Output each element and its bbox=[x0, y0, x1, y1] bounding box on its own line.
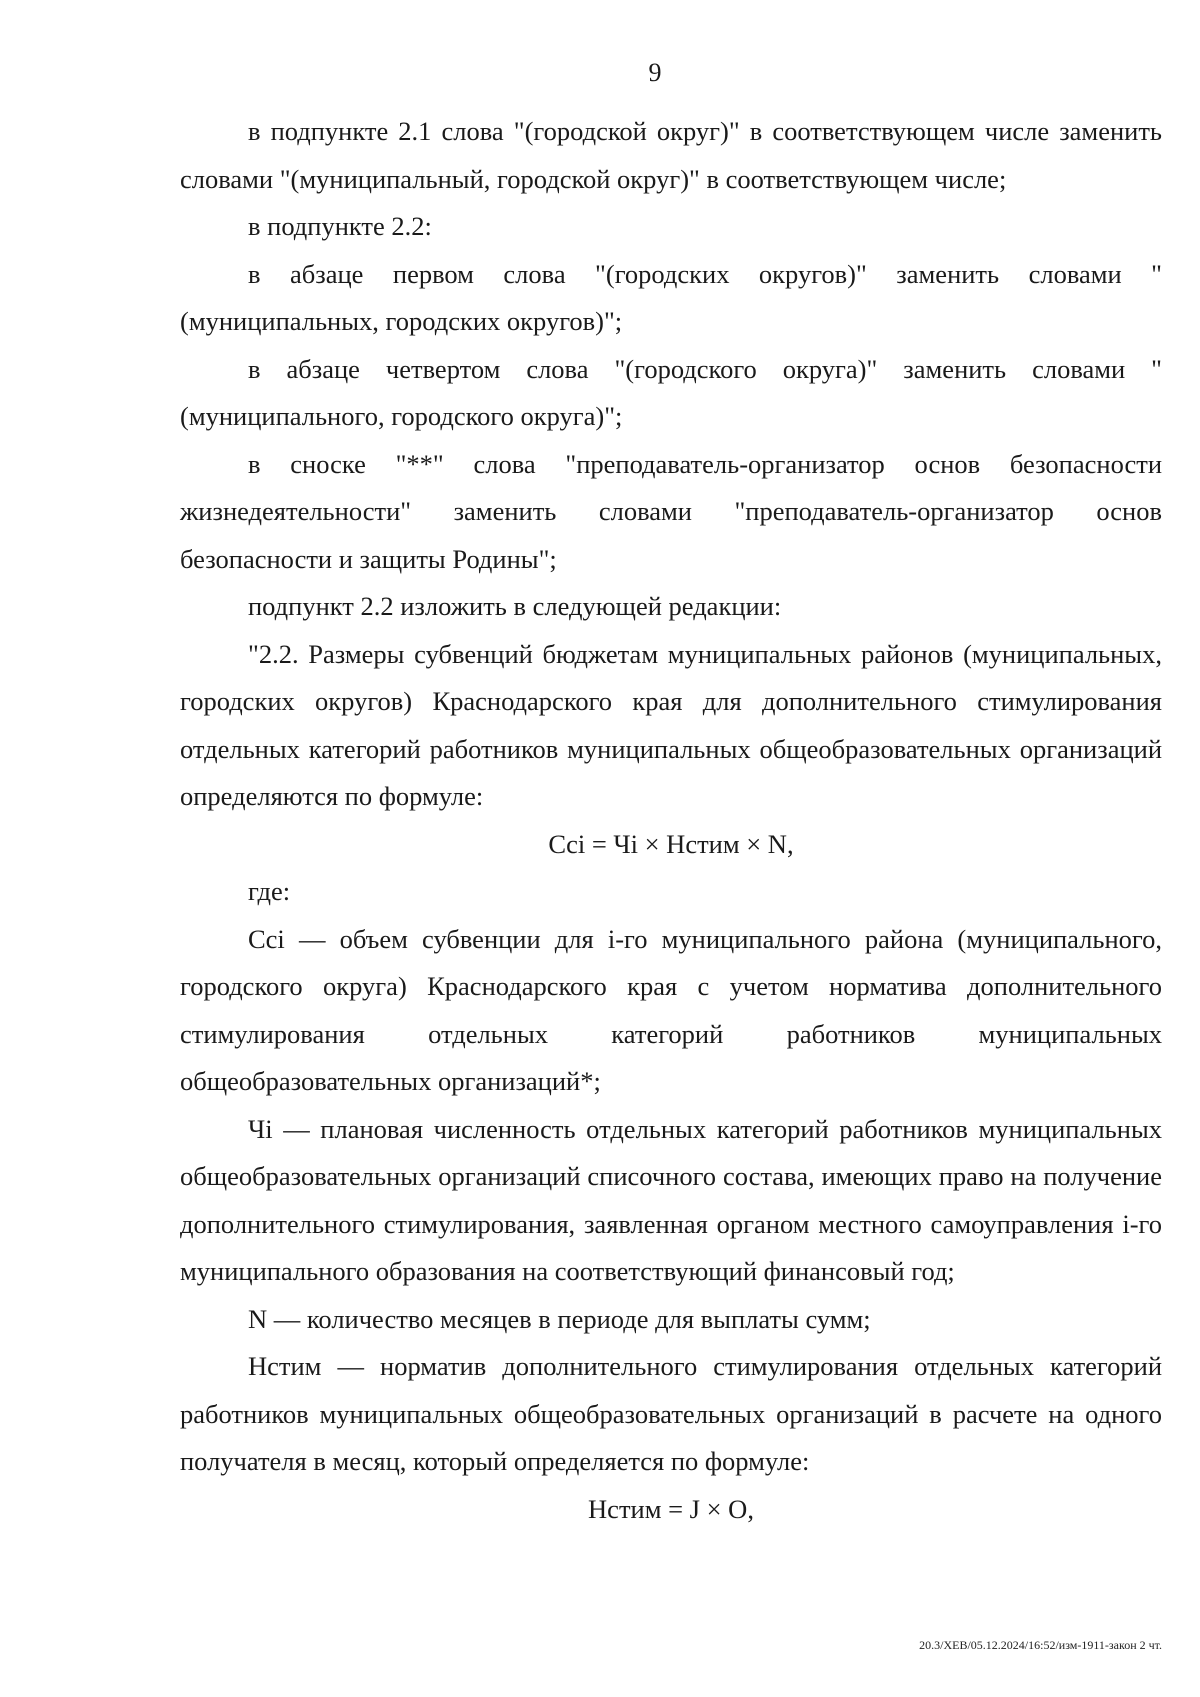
paragraph-fourth-abzac: в абзаце четвертом слова "(городского округа)" заменить словами "(муниципального, городского округа)"; bbox=[180, 353, 1162, 431]
definition-n: N — количество месяцев в периоде для выплаты сумм; bbox=[248, 1303, 871, 1334]
definition-nstim: Нстим — норматив дополнительного стимулирования отдельных категорий работников муниципальных общеобразовательных организаций в расчете на одного получателя в месяц, который определяется по формуле: bbox=[180, 1351, 1162, 1476]
paragraph-footnote-change: в сноске "**" слова "преподаватель-организатор основ безопасности жизнедеятельности" заменить словами "преподаватель-организатор основ безопасности и защиты Родины"; bbox=[180, 448, 1162, 574]
paragraph-subpoint-2-1: в подпункте 2.1 слова "(городской округ)" в соответствующем числе заменить словами "(муниципальный, городской округ)" в соответствующем числе; bbox=[180, 116, 1162, 194]
paragraph-new-edition: подпункт 2.2 изложить в следующей редакции: bbox=[248, 591, 782, 621]
formula-subvention: Сci = Чi × Нстим × N, bbox=[548, 828, 794, 859]
formula-norm: Нстим = J × O, bbox=[588, 1493, 754, 1524]
paragraph-2-2-text: "2.2. Размеры субвенций бюджетам муниципальных районов (муниципальных, городских округов) Краснодарского края для дополнительного стимулирования отдельных категорий работников муниципальных общеобразовательных организаций определяются по формуле: bbox=[180, 638, 1162, 811]
document-footer-code: 20.3/XEB/05.12.2024/16:52/изм-1911-закон 2 чт. bbox=[919, 1638, 1162, 1652]
paragraph-first-abzac: в абзаце первом слова "(городских округов)" заменить словами "(муниципальных, городских округов)"; bbox=[180, 258, 1162, 336]
document-body bbox=[180, 108, 1162, 1533]
paragraph-subpoint-2-2-heading: в подпункте 2.2: bbox=[248, 211, 432, 241]
definition-cci: Сci — объем субвенции для i-го муниципального района (муниципального, городского округа) Краснодарского края с учетом норматива дополнительного стимулирования отдельных категорий работников муниципальных общеобразовательных организаций*; bbox=[180, 923, 1162, 1096]
paragraph-where: где: bbox=[248, 876, 291, 906]
definition-chi: Чi — плановая численность отдельных категорий работников муниципальных общеобразовательных организаций списочного состава, имеющих право на получение дополнительного стимулирования, заявленная органом местного самоуправления i-го муниципального образования на соответствующий финансовый год; bbox=[180, 1113, 1162, 1286]
page-number: 9 bbox=[648, 58, 662, 87]
